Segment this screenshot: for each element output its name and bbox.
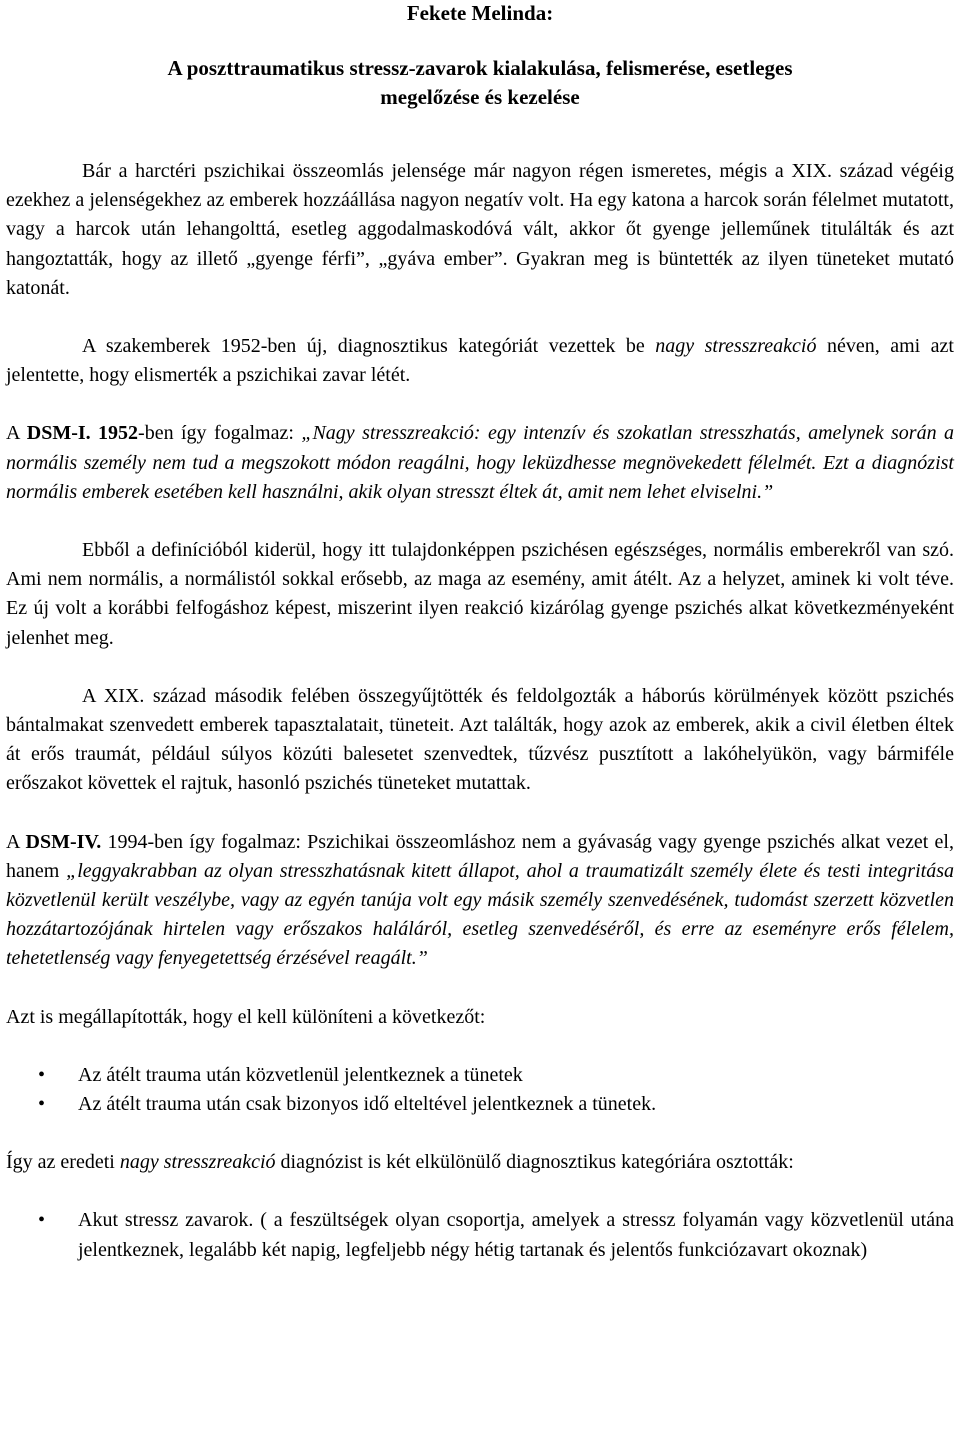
paragraph-3-year: 1952 (98, 422, 139, 445)
list-item (6, 1206, 954, 1264)
paragraph-8-text-a: Így az eredeti (6, 1151, 120, 1174)
list-item-text: Akut stressz zavarok. ( a feszültségek olyan csoportja, amelyek a stressz folyamán vagy közvetlenül utána jelentkeznek, legalább két napig, legfeljebb négy hétig tartanak és jelentős funkciózavart okoznak) (78, 1209, 954, 1261)
title-line-2: megelőzése és kezelése (380, 85, 580, 109)
paragraph-6-text-b: 1994-ben így fogalmaz: Pszichikai összeomláshoz nem a gyávaság vagy gyenge pszichés alkat vezet el, hanem (6, 830, 954, 882)
paragraph-3-space (91, 422, 98, 444)
paragraph-8-text-b: diagnózist is két elkülönülő diagnosztikus kategóriára osztották: (275, 1151, 794, 1174)
paragraph-6-dsm4: DSM-IV. (25, 830, 102, 853)
paragraph-2-text-a: A szakemberek 1952-ben új, diagnosztikus kategóriát vezettek be (82, 335, 656, 358)
author-name: Fekete Melinda: (406, 1, 554, 25)
paragraph-2-text-b: néven, ami azt jelentette, hogy elismerték a pszichikai zavar létét. (6, 335, 954, 387)
title-line-1: A poszttraumatikus stressz-zavarok kialakulása, felismerése, esetleges (167, 56, 793, 80)
bullet-list-1 (6, 1061, 954, 1119)
paragraph-3-text-a: A (6, 422, 27, 445)
list-item (6, 1061, 954, 1090)
paragraph-6-text-a: A (6, 830, 26, 853)
paragraph-6-quote: „leggyakrabban az olyan stresszhatásnak kitett állapot, ahol a traumatizált személy élete és testi integritása közvetlenül került veszélybe, vagy az egyén tanúja volt egy másik személy szenvedésének, tudomást szerzett közvetlen hozzátartozójának hirtelen vagy erőszakos haláláról, esetleg szenvedéséről, és erre az eseményre erős félelem, tehetetlenség vagy fenyegetettség érzésével reagált.” (6, 859, 954, 970)
paragraph-3 (6, 419, 954, 507)
paragraph-8-emphasis: nagy stresszreakció (119, 1151, 276, 1174)
paragraph-3-quote: „Nagy stresszreakció: egy intenzív és szokatlan stresszhatás, amelynek során a normális személy nem tud a megszokott módon reagálni, hogy leküzdhesse megnövekedett félelmét. Ezt a diagnózist normális emberek esetében kell használni, akik olyan stresszt éltek át, amit nem lehet elviselni.” (6, 422, 954, 503)
paragraph-3-text-c: -ben így fogalmaz: (138, 422, 302, 445)
paragraph-7: Azt is megállapították, hogy el kell különíteni a következőt: (6, 1005, 486, 1028)
paragraph-1: Bár a harctéri pszichikai összeomlás jelensége már nagyon régen ismeretes, mégis a XIX. század végéig ezekhez a jelenségekhez az emberek hozzáállása nagyon negatív volt. Ha egy katona a harcok során félelmet mutatott, vagy a harcok után lehangolttá, esetleg aggodalmaskodóvá vált, akkor őt gyenge jelleműnek titulálták és azt hangoztatták, hogy az illető „gyenge férfi”, „gyáva ember”. Gyakran meg is büntették az ilyen tüneteket mutató katonát. (6, 160, 954, 299)
paragraph-2-emphasis: nagy stresszreakció (655, 335, 817, 358)
bullet-icon: • (38, 1209, 46, 1232)
paragraph-2 (6, 332, 954, 390)
list-item-text: Az átélt trauma után közvetlenül jelentkeznek a tünetek (78, 1063, 523, 1086)
paragraph-3-dsm1: DSM-I. (26, 422, 91, 445)
bullet-list-2 (6, 1206, 954, 1264)
bullet-icon: • (38, 1063, 46, 1086)
document-title (6, 54, 954, 112)
paragraph-8 (6, 1148, 954, 1177)
bullet-icon: • (38, 1093, 46, 1116)
paragraph-6 (6, 828, 954, 974)
paragraph-5: A XIX. század második felében összegyűjtötték és feldolgozták a háborús körülmények között pszichés bántalmakat szenvedett emberek tapasztalatait, tüneteit. Azt találták, hogy azok az emberek, akik a civil életben éltek át erős traumát, például súlyos közúti balesetet szenvedtek, tűzvész pusztított a lakóhelyükön, vagy bármiféle erőszakot követtek el rajtuk, hasonló pszichés tüneteket mutattak. (6, 684, 954, 795)
paragraph-4: Ebből a definícióból kiderül, hogy itt tulajdonképpen pszichésen egészséges, normális emberekről van szó. Ami nem normális, a normálistól sokkal erősebb, az maga az esemény, amit átélt. Az a helyzet, aminek ki volt téve. Ez új volt a korábbi felfogáshoz képest, miszerint ilyen reakció kizárólag gyenge pszichés alkat következményeként jelenhet meg. (6, 539, 954, 649)
list-item-text: Az átélt trauma után csak bizonyos idő elteltével jelentkeznek a tünetek. (78, 1093, 657, 1116)
list-item (6, 1090, 954, 1119)
